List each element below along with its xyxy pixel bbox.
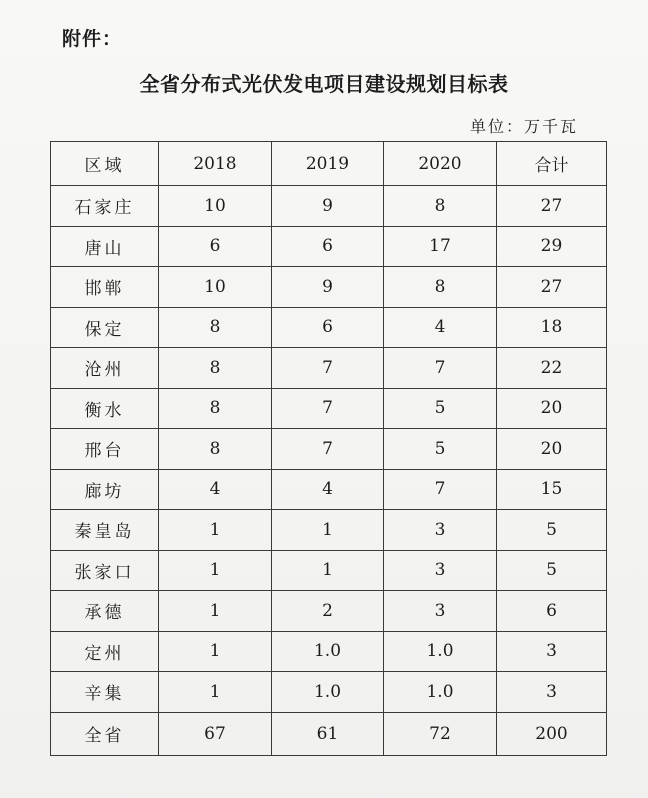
- table-header-row: [51, 142, 607, 186]
- cell-2020: 7: [384, 348, 497, 389]
- cell-2018: 8: [159, 348, 272, 389]
- cell-2018: 8: [159, 388, 272, 429]
- cell-2018: 6: [159, 226, 272, 267]
- cell-total: 22: [497, 348, 607, 389]
- cell-2020: 8: [384, 186, 497, 227]
- cell-2019: 6: [272, 226, 384, 267]
- table-row: [51, 631, 607, 672]
- cell-2018: 1: [159, 672, 272, 713]
- cell-region: 承德: [51, 591, 159, 632]
- cell-2019: 4: [272, 469, 384, 510]
- cell-2019: 7: [272, 348, 384, 389]
- cell-region: 张家口: [51, 550, 159, 591]
- header-region: 区域: [51, 142, 159, 186]
- cell-region: 辛集: [51, 672, 159, 713]
- cell-total: 15: [497, 469, 607, 510]
- header-2018: 2018: [159, 142, 272, 186]
- cell-2020: 3: [384, 550, 497, 591]
- cell-region: 唐山: [51, 226, 159, 267]
- cell-total: 27: [497, 267, 607, 308]
- cell-2018: 8: [159, 429, 272, 470]
- cell-total: 29: [497, 226, 607, 267]
- cell-2018: 1: [159, 510, 272, 551]
- cell-2019: 2: [272, 591, 384, 632]
- cell-2018: 67: [159, 712, 272, 755]
- table-row: [51, 469, 607, 510]
- cell-total: 18: [497, 307, 607, 348]
- cell-region: 全省: [51, 712, 159, 755]
- cell-total: 200: [497, 712, 607, 755]
- table-row: [51, 510, 607, 551]
- cell-2019: 1.0: [272, 631, 384, 672]
- table-row: [51, 672, 607, 713]
- planning-target-table: [50, 141, 607, 756]
- cell-region: 衡水: [51, 388, 159, 429]
- cell-2018: 8: [159, 307, 272, 348]
- cell-2020: 1.0: [384, 631, 497, 672]
- unit-label: 单位：万千瓦: [469, 117, 578, 136]
- cell-2019: 6: [272, 307, 384, 348]
- table-row: [51, 267, 607, 308]
- cell-total: 5: [497, 550, 607, 591]
- cell-2020: 1.0: [384, 672, 497, 713]
- header-2019: 2019: [272, 142, 384, 186]
- cell-2019: 1: [272, 510, 384, 551]
- table-row: [51, 226, 607, 267]
- cell-region: 保定: [51, 307, 159, 348]
- cell-2019: 1.0: [272, 672, 384, 713]
- table-row: [51, 429, 607, 470]
- cell-2020: 8: [384, 267, 497, 308]
- cell-region: 定州: [51, 631, 159, 672]
- cell-region: 沧州: [51, 348, 159, 389]
- cell-2020: 4: [384, 307, 497, 348]
- cell-region: 秦皇岛: [51, 510, 159, 551]
- table-row: [51, 591, 607, 632]
- cell-region: 邯郸: [51, 267, 159, 308]
- cell-2018: 4: [159, 469, 272, 510]
- cell-2018: 10: [159, 186, 272, 227]
- cell-2018: 10: [159, 267, 272, 308]
- cell-2018: 1: [159, 631, 272, 672]
- table-row: [51, 186, 607, 227]
- attachment-label: 附件：: [62, 28, 123, 50]
- cell-total: 6: [497, 591, 607, 632]
- document-title: 全省分布式光伏发电项目建设规划目标表: [139, 72, 509, 96]
- cell-2019: 7: [272, 429, 384, 470]
- cell-total: 20: [497, 388, 607, 429]
- cell-total: 5: [497, 510, 607, 551]
- cell-2020: 17: [384, 226, 497, 267]
- cell-2020: 5: [384, 388, 497, 429]
- header-2020: 2020: [384, 142, 497, 186]
- cell-2019: 9: [272, 267, 384, 308]
- cell-region: 廊坊: [51, 469, 159, 510]
- cell-total: 3: [497, 631, 607, 672]
- cell-region: 邢台: [51, 429, 159, 470]
- cell-2019: 1: [272, 550, 384, 591]
- cell-total: 27: [497, 186, 607, 227]
- table-row: [51, 348, 607, 389]
- cell-total: 20: [497, 429, 607, 470]
- table-row: [51, 307, 607, 348]
- cell-2018: 1: [159, 550, 272, 591]
- cell-2020: 7: [384, 469, 497, 510]
- cell-2020: 5: [384, 429, 497, 470]
- cell-2020: 72: [384, 712, 497, 755]
- table-row: [51, 388, 607, 429]
- cell-2019: 9: [272, 186, 384, 227]
- cell-2019: 61: [272, 712, 384, 755]
- table-total-row: [51, 712, 607, 755]
- cell-2018: 1: [159, 591, 272, 632]
- header-total: 合计: [497, 142, 607, 186]
- cell-2020: 3: [384, 510, 497, 551]
- cell-2020: 3: [384, 591, 497, 632]
- cell-total: 3: [497, 672, 607, 713]
- cell-2019: 7: [272, 388, 384, 429]
- table-row: [51, 550, 607, 591]
- cell-region: 石家庄: [51, 186, 159, 227]
